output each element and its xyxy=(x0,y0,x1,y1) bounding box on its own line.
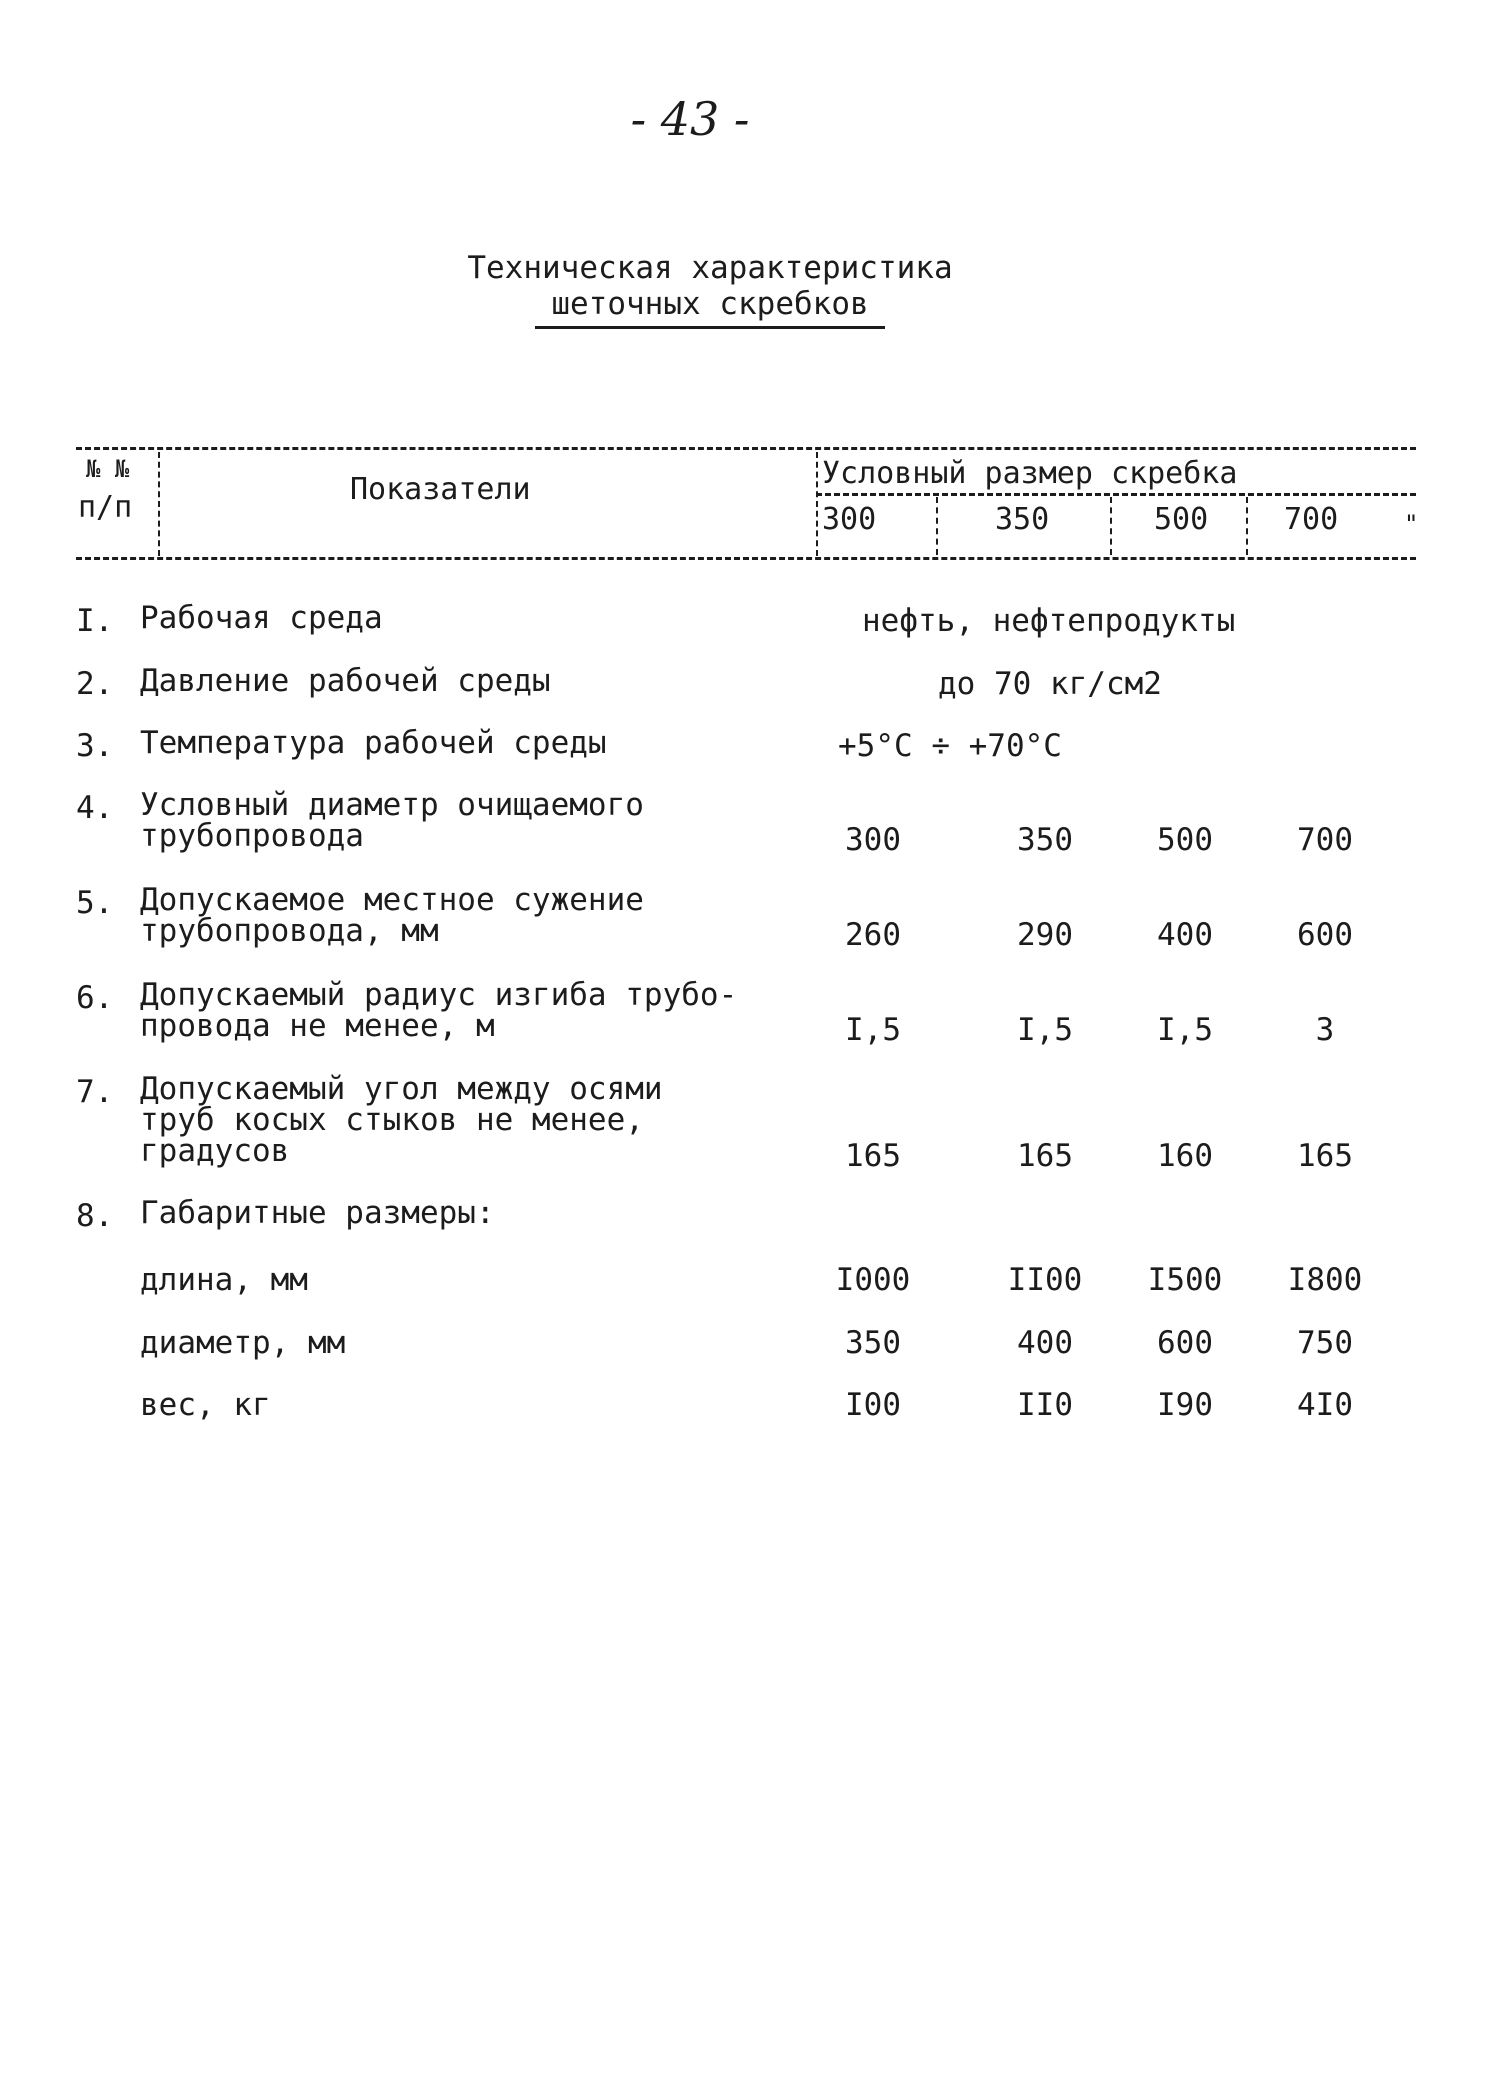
dimension-label: диаметр, мм xyxy=(140,1325,346,1361)
row-value-350: 290 xyxy=(1017,917,1073,953)
row-number: 7. xyxy=(76,1074,114,1110)
row-value-350: 400 xyxy=(1017,1325,1073,1361)
row-value-700: 4I0 xyxy=(1297,1387,1353,1423)
row-label: Допускаемый радиус изгиба трубо- провода не менее, м xyxy=(140,977,738,1044)
row-label: Допускаемый угол между осями труб косых стыков не менее, градусов xyxy=(140,1071,663,1169)
row-value-500: I,5 xyxy=(1157,1012,1213,1048)
row-value-350: II00 xyxy=(1007,1262,1083,1298)
row-value-350: 165 xyxy=(1017,1138,1073,1174)
header-size-2: 350 xyxy=(995,502,1050,537)
title-line-1: Техническая характеристика xyxy=(467,250,953,286)
header-mid-rule xyxy=(816,493,1416,496)
row-value-300: 260 xyxy=(845,917,901,953)
row-value-500: 500 xyxy=(1157,822,1213,858)
row-span-value: +5°С ÷ +70°С xyxy=(838,728,1062,764)
header-num-top: № № xyxy=(86,455,130,483)
row-value-300: 300 xyxy=(845,822,901,858)
row-value-700: 700 xyxy=(1297,822,1353,858)
header-bottom-rule xyxy=(76,557,1416,560)
header-num-bottom: п/п xyxy=(78,490,133,525)
row-number: 2. xyxy=(76,666,114,702)
row-number: 5. xyxy=(76,885,114,921)
row-label: Рабочая среда xyxy=(140,600,383,636)
header-size-3: 500 xyxy=(1154,502,1209,537)
header-size-group: Условный размер скребка xyxy=(822,456,1238,491)
row-value-500: 160 xyxy=(1157,1138,1213,1174)
row-value-700: 750 xyxy=(1297,1325,1353,1361)
title-line-2: шеточных скребков xyxy=(535,286,884,329)
header-divider-2 xyxy=(816,452,818,556)
header-indicators: Показатели xyxy=(350,472,531,507)
header-trailing-mark: " xyxy=(1404,510,1419,538)
header-top-rule xyxy=(76,447,1416,450)
row-value-500: I90 xyxy=(1157,1387,1213,1423)
row-number: 6. xyxy=(76,980,114,1016)
row-value-700: 3 xyxy=(1315,1012,1335,1048)
header-divider-3 xyxy=(936,497,938,555)
document-title xyxy=(390,250,1030,329)
row-label: Давление рабочей среды xyxy=(140,663,551,699)
row-value-500: 400 xyxy=(1157,917,1213,953)
row-number: 8. xyxy=(76,1198,114,1234)
row-number: 4. xyxy=(76,790,114,826)
row-value-700: 600 xyxy=(1297,917,1353,953)
row-number: 3. xyxy=(76,728,114,764)
header-divider-4 xyxy=(1110,497,1112,555)
row-value-300: I000 xyxy=(835,1262,911,1298)
row-value-300: 165 xyxy=(845,1138,901,1174)
row-value-300: 350 xyxy=(845,1325,901,1361)
row-label: Условный диаметр очищаемого трубопровода xyxy=(140,787,644,854)
row-value-700: I800 xyxy=(1287,1262,1363,1298)
header-divider-1 xyxy=(158,452,160,556)
row-value-500: I500 xyxy=(1147,1262,1223,1298)
row-value-300: I00 xyxy=(845,1387,901,1423)
row-value-500: 600 xyxy=(1157,1325,1213,1361)
row-label: Температура рабочей среды xyxy=(140,725,607,761)
header-size-1: 300 xyxy=(822,502,877,537)
row-number: I. xyxy=(76,603,114,639)
row-value-350: II0 xyxy=(1017,1387,1073,1423)
dimension-label: вес, кг xyxy=(140,1387,271,1423)
row-label: Допускаемое местное сужение трубопровода, мм xyxy=(140,882,644,949)
dimension-label: длина, мм xyxy=(140,1262,308,1298)
row-value-700: 165 xyxy=(1297,1138,1353,1174)
row-span-value: до 70 кг/см2 xyxy=(938,666,1162,702)
header-divider-5 xyxy=(1246,497,1248,555)
header-size-4: 700 xyxy=(1284,502,1339,537)
page-number: - 43 - xyxy=(630,92,750,146)
row-label: Габаритные размеры: xyxy=(140,1195,495,1231)
row-value-350: 350 xyxy=(1017,822,1073,858)
row-value-300: I,5 xyxy=(845,1012,901,1048)
row-value-350: I,5 xyxy=(1017,1012,1073,1048)
row-span-value: нефть, нефтепродукты xyxy=(862,603,1236,639)
